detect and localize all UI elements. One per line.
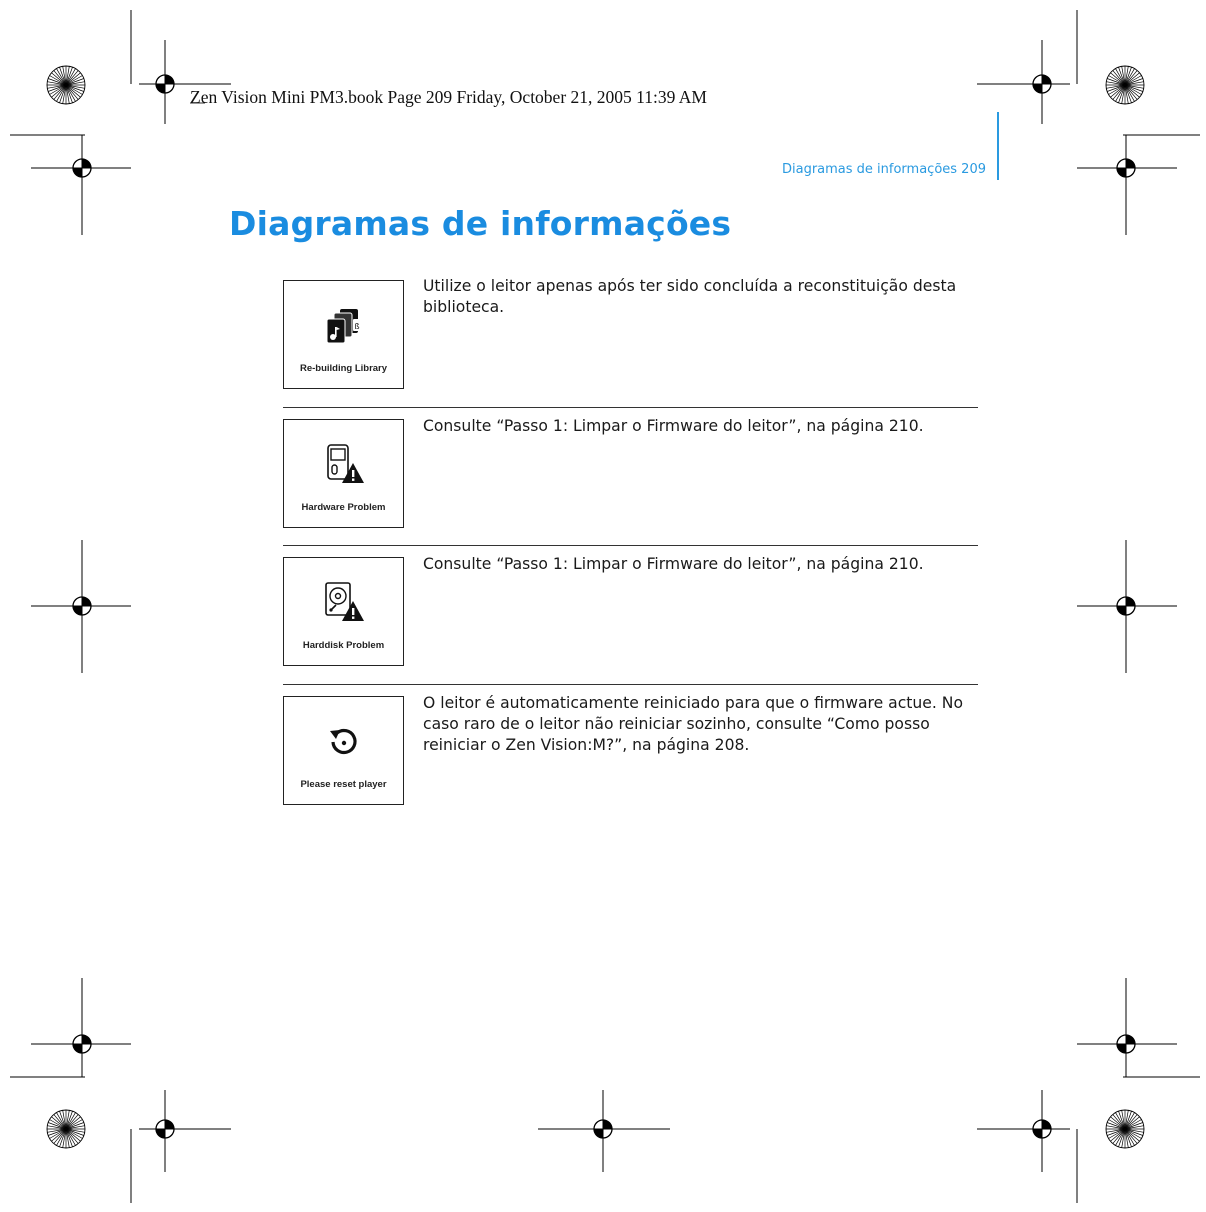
reset-icon	[324, 722, 364, 762]
divider	[283, 684, 978, 685]
icon-label: Harddisk Problem	[302, 640, 385, 651]
entry-description: Utilize o leitor apenas após ter sido concluída a reconstituição desta biblioteca.	[423, 277, 957, 316]
entry-description: O leitor é automaticamente reiniciado para que o firmware actue. No caso raro de o leitor não reiniciar sozinho, consulte “Como posso reiniciar o Zen Vision:M?”, na página 208.	[423, 694, 964, 754]
hardware-warning-icon	[322, 443, 366, 487]
entry-description: Consulte “Passo 1: Limpar o Firmware do leitor”, na página 210.	[423, 555, 924, 573]
icon-panel	[283, 280, 404, 389]
harddisk-warning-icon	[322, 581, 366, 625]
entry-description: Consulte “Passo 1: Limpar o Firmware do leitor”, na página 210.	[423, 417, 924, 435]
icon-panel	[283, 419, 404, 528]
icon-label: Hardware Problem	[301, 502, 386, 513]
svg-text:ß: ß	[354, 322, 360, 331]
icon-label: Re-building Library	[299, 363, 388, 374]
icon-panel	[283, 557, 404, 666]
divider	[283, 407, 978, 408]
music-library-icon	[322, 305, 366, 347]
icon-label: Please reset player	[300, 779, 387, 790]
running-head: Diagramas de informações 209	[781, 162, 986, 177]
page-title: Diagramas de informações	[229, 204, 732, 243]
divider	[283, 545, 978, 546]
print-header: Zen Vision Mini PM3.book Page 209 Friday, October 21, 2005 11:39 AM	[190, 87, 707, 107]
icon-panel	[283, 696, 404, 805]
crop-lines	[10, 10, 1200, 1203]
